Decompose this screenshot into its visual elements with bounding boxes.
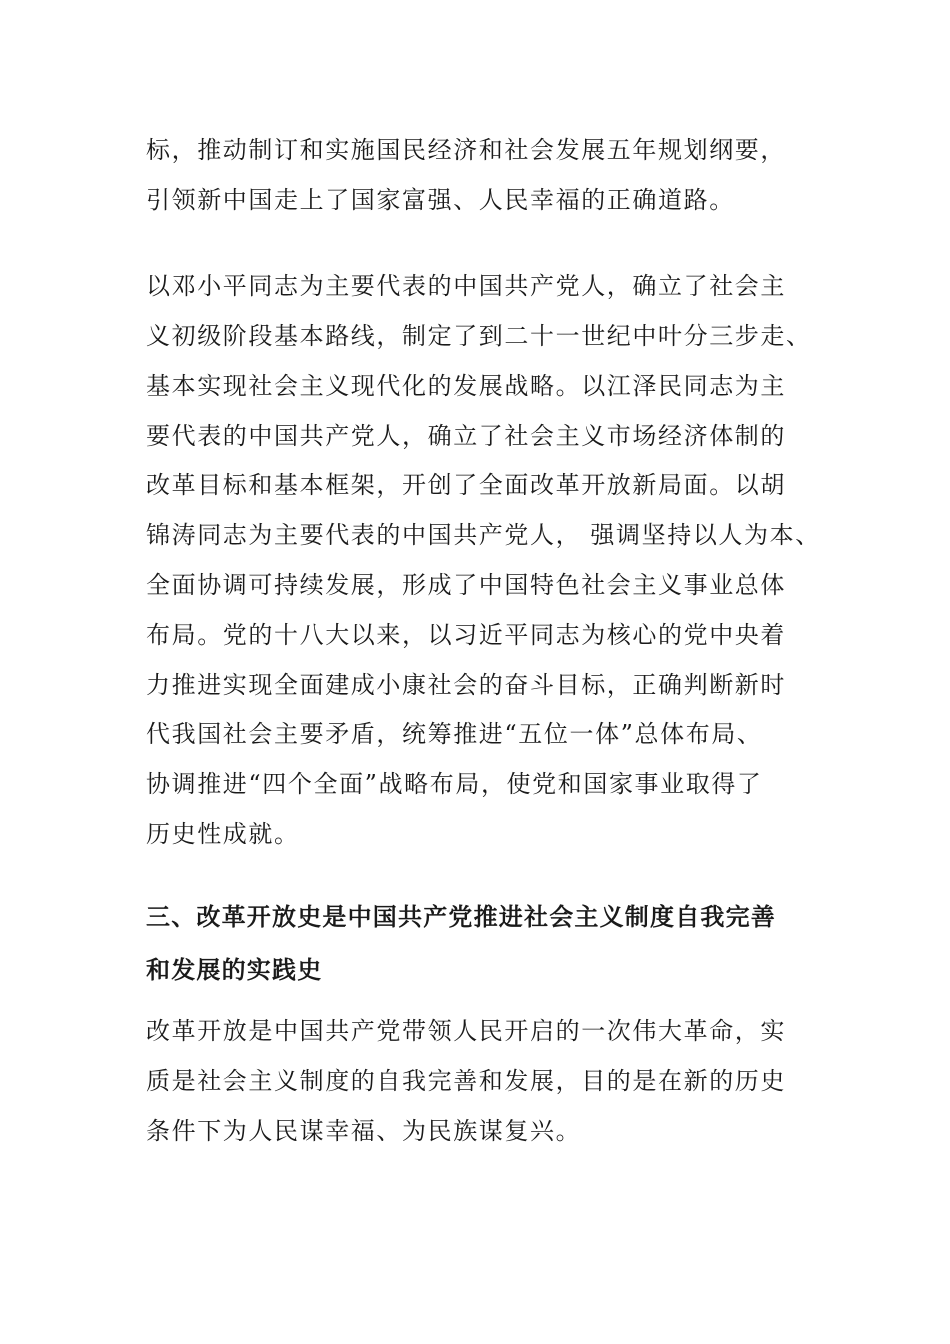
paragraph-line: 标，推动制订和实施国民经济和社会发展五年规划纲要， [146, 136, 786, 164]
paragraph-line: 全面协调可持续发展，形成了中国特色社会主义事业总体 [146, 571, 786, 599]
paragraph-line: 改革目标和基本框架，开创了全面改革开放新局面。以胡 [146, 471, 786, 499]
paragraph-line: 引领新中国走上了国家富强、人民幸福的正确道路。 [146, 186, 735, 214]
section-heading-line: 三、改革开放史是中国共产党推进社会主义制度自我完善 [146, 903, 776, 931]
paragraph-line: 协调推进“四个全面”战略布局，使党和国家事业取得了 [146, 770, 763, 798]
paragraph-line: 代我国社会主要矛盾，统筹推进“五位一体”总体布局、 [146, 720, 763, 748]
paragraph-line: 以邓小平同志为主要代表的中国共产党人，确立了社会主 [146, 272, 786, 300]
paragraph-line: 要代表的中国共产党人，确立了社会主义市场经济体制的 [146, 422, 786, 450]
paragraph-line: 锦涛同志为主要代表的中国共产党人， 强调坚持以人为本、 [146, 521, 821, 549]
paragraph-line: 质是社会主义制度的自我完善和发展，目的是在新的历史 [146, 1067, 786, 1095]
paragraph-line: 义初级阶段基本路线，制定了到二十一世纪中叶分三步走、 [146, 322, 812, 350]
section-heading-line: 和发展的实践史 [146, 956, 323, 984]
paragraph-line: 条件下为人民谋幸福、为民族谋复兴。 [146, 1117, 582, 1145]
paragraph-line: 布局。党的十八大以来，以习近平同志为核心的党中央着 [146, 621, 786, 649]
paragraph-line: 历史性成就。 [146, 820, 300, 848]
paragraph-line: 改革开放是中国共产党带领人民开启的一次伟大革命，实 [146, 1017, 786, 1045]
paragraph-line: 基本实现社会主义现代化的发展战略。以江泽民同志为主 [146, 372, 786, 400]
paragraph-line: 力推进实现全面建成小康社会的奋斗目标，正确判断新时 [146, 671, 786, 699]
